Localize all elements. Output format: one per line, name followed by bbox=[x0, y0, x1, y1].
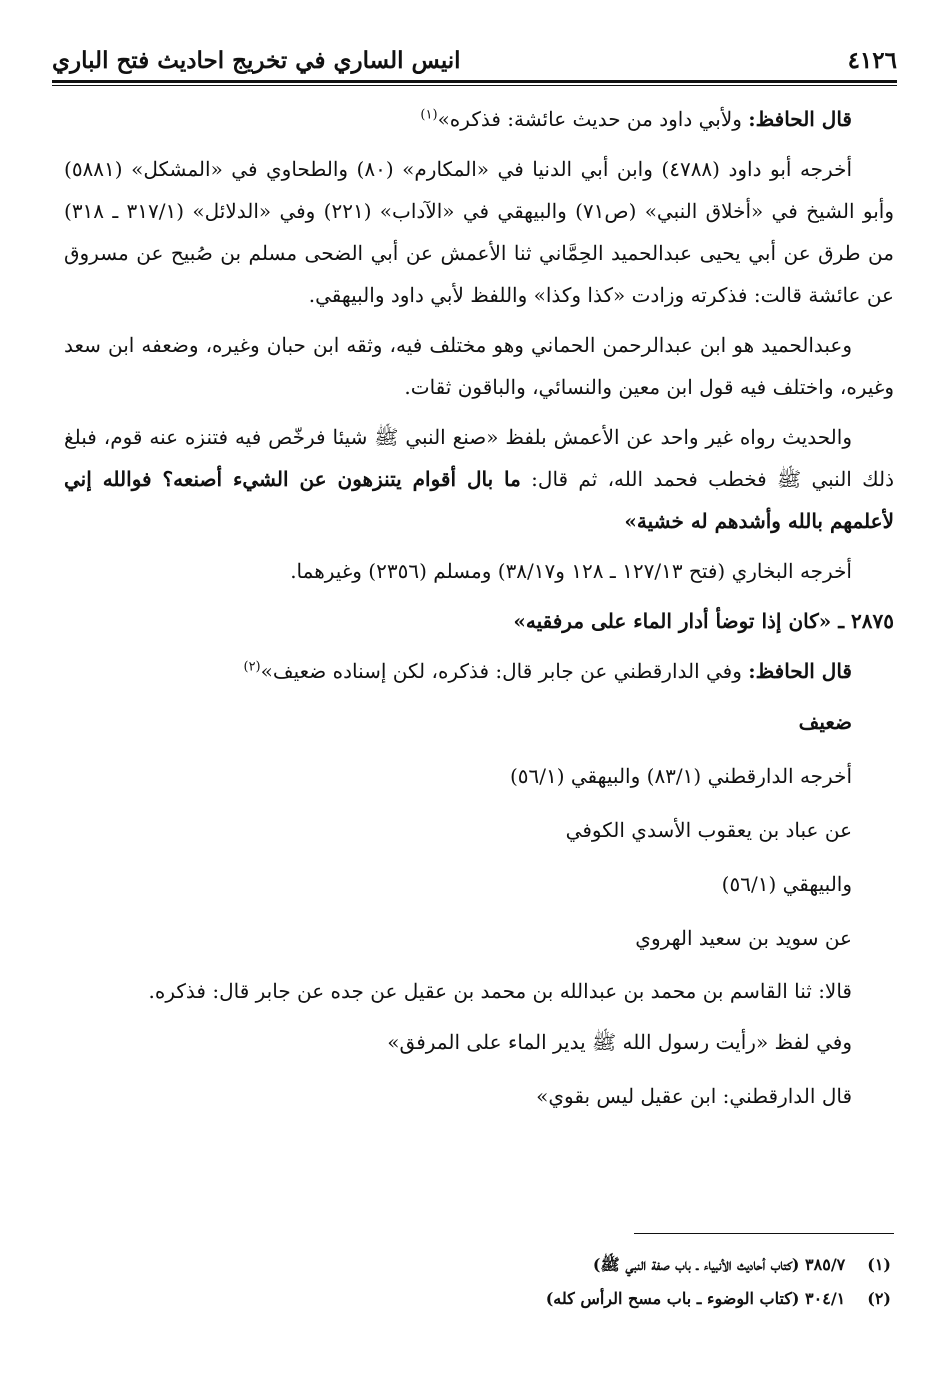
running-header bbox=[52, 42, 897, 78]
book-title: انيس الساري في تخريج احاديث فتح الباري bbox=[52, 46, 461, 74]
page-number: ٤١٢٦ bbox=[847, 46, 897, 74]
footnote-1-text: ٣٨٥/٧ (كتاب أحاديث الأنبياء ـ باب صفة النبي ﷺ) bbox=[592, 1255, 846, 1274]
footnote-2-text: ٣٠٤/١ (كتاب الوضوء ـ باب مسح الرأس كله) bbox=[545, 1289, 846, 1308]
hadith-heading: ٢٨٧٥ ـ «كان إذا توضأ أدار الماء على مرفقيه» bbox=[513, 609, 894, 633]
footnote-ref-1: (١) bbox=[420, 107, 438, 123]
hafiz-label-2: قال الحافظ: bbox=[748, 659, 852, 683]
page-body bbox=[64, 98, 894, 1128]
hafiz-line bbox=[64, 650, 894, 692]
footnote-1-number: (١) bbox=[867, 1255, 891, 1274]
takhrij-line-2: عن عباد بن يعقوب الأسدي الكوفي bbox=[565, 818, 852, 842]
footnote-2 bbox=[191, 1282, 891, 1316]
variant-text: والحديث رواه غير واحد عن الأعمش بلفظ «صنع النبي ﷺ شيئا فرخّص فيه فتنزه عنه قوم، فبلغ ذلك النبي ﷺ فخطب فحمد الله، ثم قال: bbox=[64, 425, 895, 491]
footnotes bbox=[191, 1248, 891, 1316]
takhrij-paragraph: أخرجه أبو داود (٤٧٨٨) وابن أبي الدنيا في «المكارم» (٨٠) والطحاوي في «المشكل» (٥٨٨١) وأبو الشيخ في «أخلاق النبي» (ص٧١) والبيهقي في «الآداب» (٢٢١) وفي «الدلائل» (٣١٧/١ ـ ٣١٨) من طرق عن أبي يحيى عبدالحميد الحِمَّاني ثنا الأعمش عن أبي الضحى مسلم بن صُبيح عن مسروق عن عائشة قالت: فذكرته وزادت «كذا وكذا» واللفظ لأبي داود والبيهقي. bbox=[64, 157, 894, 307]
hafiz-quote-paragraph bbox=[64, 98, 894, 140]
footnote-1 bbox=[191, 1248, 891, 1282]
hadith-variant-paragraph bbox=[64, 416, 894, 542]
grade-label: ضعيف bbox=[798, 710, 852, 734]
header-rule-thick bbox=[52, 80, 897, 83]
takhrij-line-3: والبيهقي (٥٦/١) bbox=[721, 872, 852, 896]
hafiz-line-text: وفي الدارقطني عن جابر قال: فذكره، لكن إسناده ضعيف» bbox=[260, 659, 749, 683]
closing-line-2: قال الدارقطني: ابن عقيل ليس بقوي» bbox=[536, 1084, 852, 1108]
footnote-rule bbox=[634, 1233, 894, 1234]
header-rule-thin bbox=[52, 85, 897, 86]
footnote-2-number: (٢) bbox=[867, 1289, 891, 1308]
closing-line-1: وفي لفظ «رأيت رسول الله ﷺ يدير الماء على المرفق» bbox=[387, 1030, 852, 1054]
narrator-paragraph: وعبدالحميد هو ابن عبدالرحمن الحماني وهو مختلف فيه، وثقه ابن حبان وغيره، وضعفه ابن سعد وغيره، واختلف فيه قول ابن معين والنسائي، والباقون ثقات. bbox=[64, 333, 894, 399]
takhrij-line-1: أخرجه الدارقطني (٨٣/١) والبيهقي (٥٦/١) bbox=[509, 764, 852, 788]
hafiz-label: قال الحافظ: bbox=[748, 107, 852, 131]
bukhari-paragraph: أخرجه البخاري (فتح ١٢٧/١٣ ـ ١٢٨ و٣٨/١٧) ومسلم (٢٣٥٦) وغيرهما. bbox=[290, 559, 852, 583]
variant-bold-text: ما بال أقوام يتنزهون عن الشيء أصنعه؟ فوالله إني لأعلمهم بالله وأشدهم له خشية» bbox=[64, 467, 894, 533]
chain-paragraph: قالا: ثنا القاسم بن محمد بن عبدالله بن محمد بن عقيل عن جده عن جابر قال: فذكره. bbox=[148, 979, 852, 1003]
takhrij-line-4: عن سويد بن سعيد الهروي bbox=[635, 926, 852, 950]
hafiz-quote-text: ولأبي داود من حديث عائشة: فذكره» bbox=[437, 107, 749, 131]
footnote-ref-2: (٢) bbox=[243, 659, 261, 675]
